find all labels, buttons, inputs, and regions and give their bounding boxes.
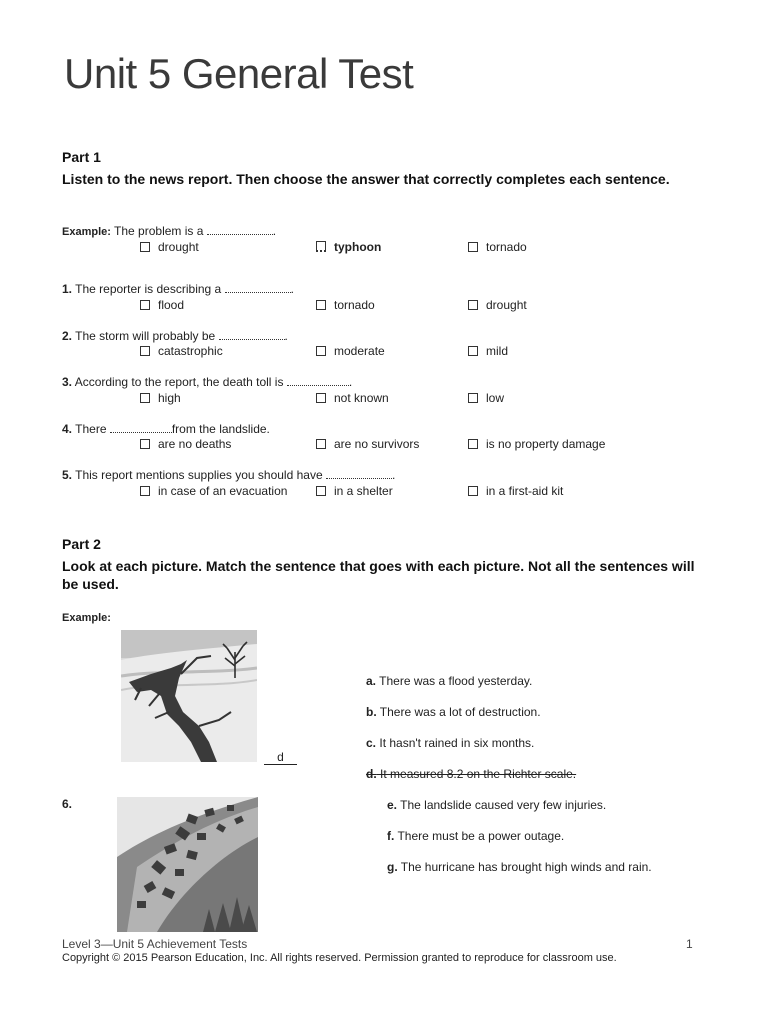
checkbox-icon[interactable] [468, 242, 478, 252]
part2-instructions: Look at each picture. Match the sentence that goes with each picture. Not all the sentences will be used. [62, 558, 695, 592]
checkbox-icon[interactable] [140, 486, 150, 496]
question-2: 2. The storm will probably be . [62, 329, 288, 343]
q2-option-c[interactable]: mild [468, 344, 508, 358]
answer-blank [287, 375, 349, 386]
q4-option-c[interactable]: is no property damage [468, 437, 605, 451]
checkbox-icon[interactable] [316, 241, 326, 252]
sentence-c: c. It hasn't rained in six months. [366, 736, 535, 750]
checkbox-icon[interactable] [468, 300, 478, 310]
q3-option-c[interactable]: low [468, 391, 504, 405]
checkbox-icon[interactable] [316, 393, 326, 403]
sentence-g: g. The hurricane has brought high winds and rain. [387, 860, 652, 874]
footer-level: Level 3—Unit 5 Achievement Tests [62, 937, 248, 951]
example-option-a[interactable]: drought [140, 240, 199, 254]
checkbox-icon[interactable] [316, 300, 326, 310]
footer-copyright: Copyright © 2015 Pearson Education, Inc. All rights reserved. Permission granted to reproduce for classroom use. [62, 952, 617, 964]
answer-blank [225, 282, 291, 293]
q5-option-a[interactable]: in case of an evacuation [140, 484, 287, 498]
sentence-e: e. The landslide caused very few injuries. [387, 798, 607, 812]
part1-heading: Part 1 [62, 149, 101, 165]
checkbox-icon[interactable] [468, 439, 478, 449]
checkbox-icon[interactable] [316, 439, 326, 449]
checkbox-icon[interactable] [468, 393, 478, 403]
sentence-b: b. There was a lot of destruction. [366, 705, 541, 719]
q1-option-b[interactable]: tornado [316, 298, 375, 312]
answer-blank [326, 468, 392, 479]
example-label: Example: [62, 226, 111, 238]
answer-blank [207, 224, 273, 235]
checkbox-icon[interactable] [316, 346, 326, 356]
answer-blank [110, 422, 172, 433]
page-title: Unit 5 General Test [64, 50, 414, 97]
page-number: 1 [686, 937, 693, 951]
q5-option-b[interactable]: in a shelter [316, 484, 393, 498]
checkbox-icon[interactable] [316, 486, 326, 496]
q2-option-a[interactable]: catastrophic [140, 344, 223, 358]
checkbox-icon[interactable] [140, 242, 150, 252]
sentence-a: a. There was a flood yesterday. [366, 674, 533, 688]
answer-blank [219, 329, 285, 340]
q4-option-b[interactable]: are no survivors [316, 437, 419, 451]
q2-option-b[interactable]: moderate [316, 344, 385, 358]
earthquake-picture [121, 630, 257, 762]
q1-option-a[interactable]: flood [140, 298, 184, 312]
part1-instructions: Listen to the news report. Then choose the answer that correctly completes each sentence. [62, 171, 670, 187]
q4-option-a[interactable]: are no deaths [140, 437, 231, 451]
part2-example-label: Example: [62, 612, 111, 624]
landslide-picture [117, 797, 258, 932]
checkbox-icon[interactable] [140, 393, 150, 403]
checkbox-icon[interactable] [468, 486, 478, 496]
example-option-b-selected[interactable]: typhoon [316, 240, 381, 254]
example-text: The problem is a [114, 224, 204, 238]
question-5: 5. This report mentions supplies you should have . [62, 468, 396, 482]
checkbox-icon[interactable] [140, 346, 150, 356]
example-answer: d [264, 750, 297, 765]
checkbox-icon[interactable] [140, 439, 150, 449]
question-4: 4. There from the landslide. [62, 422, 270, 436]
example-question: Example: The problem is a . [62, 224, 277, 238]
sentence-f: f. There must be a power outage. [387, 829, 565, 843]
part2-heading: Part 2 [62, 536, 101, 552]
q3-option-a[interactable]: high [140, 391, 181, 405]
sentence-d-used: d. It measured 8.2 on the Richter scale. [366, 767, 577, 781]
checkbox-icon[interactable] [140, 300, 150, 310]
question-1: 1. The reporter is describing a . [62, 282, 294, 296]
q5-option-c[interactable]: in a first-aid kit [468, 484, 563, 498]
item-6-number: 6. [62, 797, 73, 811]
example-option-c[interactable]: tornado [468, 240, 527, 254]
question-3: 3. According to the report, the death toll is . [62, 375, 353, 389]
checkbox-icon[interactable] [468, 346, 478, 356]
q3-option-b[interactable]: not known [316, 391, 389, 405]
q1-option-c[interactable]: drought [468, 298, 527, 312]
